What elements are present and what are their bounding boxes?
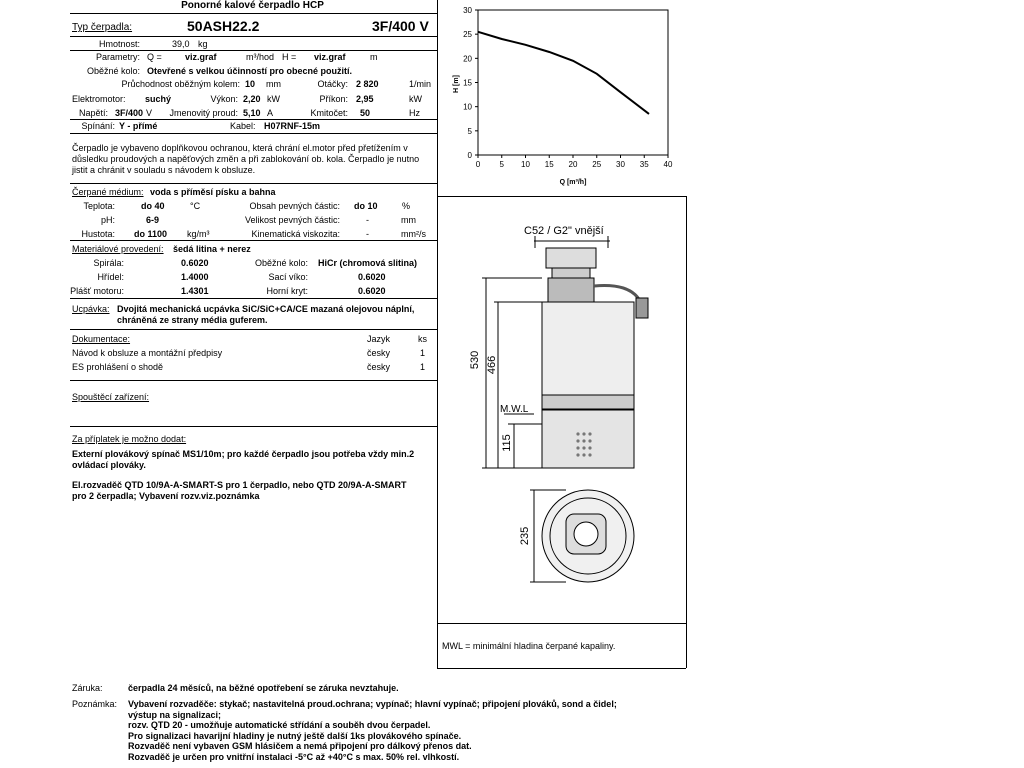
voltage-label: Napětí: <box>78 108 108 118</box>
weight-label: Hmotnost: <box>98 39 140 49</box>
y-axis-label: H [m] <box>453 75 460 93</box>
x-tick-label: 25 <box>592 160 602 169</box>
impeller-label: Oběžné kolo: <box>86 66 140 76</box>
rpm-value: 2 820 <box>356 79 379 89</box>
suction-label: Sací víko: <box>268 272 308 282</box>
shaft-value: 1.4000 <box>181 272 209 282</box>
pump-curve-chart <box>440 0 690 196</box>
protection-text: Čerpadlo je vybaveno doplňkovou ochranou, která chrání el.motor před přetížením v důsledku proudových a napěťových změn a při zablokování ob. kola. Čerpadlo je nutno jistit a chránit v souladu s návodem k obsluze. <box>72 143 420 175</box>
q-label: Q = <box>147 52 162 62</box>
input-unit: kW <box>409 94 422 104</box>
freq-unit: Hz <box>409 108 420 118</box>
suction-value: 0.6020 <box>358 272 386 282</box>
top-cover-label: Horní kryt: <box>266 286 308 296</box>
visc-value: - <box>366 229 369 239</box>
medium-value: voda s příměsí písku a bahna <box>150 187 276 197</box>
passage-unit: mm <box>266 79 281 89</box>
impeller-value: Otevřené s velkou účinností pro obecné použití. <box>147 66 353 76</box>
solids-unit: % <box>402 201 411 211</box>
docs-qty-header: ks <box>418 334 427 344</box>
y-tick-label: 5 <box>467 126 472 136</box>
doc-title: Ponorné kalové čerpadlo HCP <box>181 0 324 11</box>
temp-value: do 40 <box>141 201 165 211</box>
rpm-label: Otáčky: <box>317 79 348 89</box>
voltage-unit: V <box>146 108 153 118</box>
h-label: H = <box>282 52 297 62</box>
density-label: Hustota: <box>81 229 115 239</box>
freq-value: 50 <box>360 108 371 118</box>
extras-item-switchgear: El.rozvaděč QTD 10/9A-A-SMART-S pro 1 čerpadlo, nebo QTD 20/9A-A-SMART pro 2 čerpadla; Vybavení rozv.viz.poznámka <box>72 480 407 501</box>
mwl-note: MWL = minimální hladina čerpané kapaliny. <box>442 641 616 651</box>
cable-value: H07RNF-15m <box>264 121 321 131</box>
note-line: rozv. QTD 20 - umožňuje automatické střídání a souběh dvou čerpadel. <box>128 720 431 730</box>
note-lines <box>128 699 617 762</box>
y-tick-label: 15 <box>463 78 472 88</box>
pump-drawing <box>438 200 684 620</box>
x-tick-label: 15 <box>544 160 554 169</box>
density-unit: kg/m³ <box>187 229 210 239</box>
seal-value: Dvojitá mechanická ucpávka SiC/SiC+CA/CE mazaná olejovou náplní, chráněná ze strany média guferem. <box>117 304 415 325</box>
cable-label: Kabel: <box>230 121 256 131</box>
outlet-label: C52 / G2" vnější <box>524 225 604 237</box>
x-tick-label: 30 <box>616 160 625 169</box>
rpm-unit: 1/min <box>409 79 432 89</box>
solids-value: do 10 <box>354 201 378 211</box>
y-tick-label: 20 <box>463 54 472 64</box>
y-tick-label: 25 <box>463 30 472 40</box>
chart-frame <box>478 10 668 155</box>
current-unit: A <box>267 108 274 118</box>
note-line: výstup na signalizaci; <box>128 709 222 720</box>
passage-value: 10 <box>245 79 256 89</box>
switch-value: Y - přímé <box>119 121 158 131</box>
spiral-label: Spirála: <box>93 258 124 268</box>
impeller-material-value: HiCr (chromová slitina) <box>318 258 418 268</box>
pump-housing <box>542 410 634 468</box>
motor-value: suchý <box>145 94 172 104</box>
extras-item-float-switch: Externí plovákový spínač MS1/10m; pro každé čerpadlo jsou potřeba vždy min.2 ovládací plováky. <box>72 449 415 470</box>
q-value: viz.graf <box>185 52 217 62</box>
current-label: Jmenovitý proud: <box>169 108 238 118</box>
passage-label: Průchodnost oběžným kolem: <box>121 79 240 89</box>
input-value: 2,95 <box>356 94 374 104</box>
type-label: Typ čerpadla: <box>72 22 133 33</box>
dim-235: 235 <box>519 526 531 546</box>
note-line: Rozvaděč není vybaven GSM hlásičem a nemá připojení pro dálkový přenos dat. <box>128 741 472 751</box>
docs-lang-header: Jazyk <box>367 334 391 344</box>
dim-530: 530 <box>469 350 481 370</box>
casing-label: Plášť motoru: <box>70 286 124 296</box>
x-tick-label: 10 <box>521 160 530 169</box>
docs-row-qty: 1 <box>420 362 426 372</box>
phase-label: 3F/400 V <box>372 18 429 34</box>
density-value: do 1100 <box>134 229 168 239</box>
switch-label: Spínání: <box>81 121 115 131</box>
warranty-label: Záruka: <box>72 683 103 693</box>
visc-label: Kinematická viskozita: <box>251 229 340 239</box>
x-tick-label: 20 <box>568 160 578 169</box>
dim-115: 115 <box>501 434 513 452</box>
note-line: Vybavení rozvaděče: stykač; nastavitelná proud.ochrana; vypínač; hlavní vypínač; připojení plováků, sond a čidel; <box>128 699 617 709</box>
y-tick-label: 0 <box>467 151 472 160</box>
mwl-marker: M.W.L <box>500 404 529 415</box>
solids-label: Obsah pevných částic: <box>249 201 340 211</box>
medium-label: Čerpané médium: <box>72 187 144 197</box>
materials-label: Materiálové provedení: <box>72 244 164 254</box>
switchgear-label: Spouštěcí zařízení: <box>72 392 150 402</box>
docs-label: Dokumentace: <box>72 334 131 344</box>
spiral-value: 0.6020 <box>181 258 209 268</box>
power-value: 2,20 <box>243 94 261 104</box>
top-cover-value: 0.6020 <box>358 286 386 296</box>
model-name: 50ASH22.2 <box>187 18 260 34</box>
x-axis-label: Q [m³/h] <box>559 179 587 186</box>
docs-row-lang: česky <box>367 362 391 372</box>
size-unit: mm <box>401 215 416 225</box>
motor-label: Elektromotor: <box>72 94 126 104</box>
temp-label: Teplota: <box>83 201 115 211</box>
pump-top-cover <box>548 278 594 302</box>
y-tick-label: 10 <box>463 102 472 112</box>
seal-label: Ucpávka: <box>72 304 110 314</box>
casing-value: 1.4301 <box>181 286 209 296</box>
shaft-label: Hřídel: <box>97 272 124 282</box>
power-unit: kW <box>267 94 280 104</box>
h-value: viz.graf <box>314 52 346 62</box>
dim-466: 466 <box>486 355 498 375</box>
materials-value: šedá litina + nerez <box>173 244 251 254</box>
note-line: Rozvaděč je určen pro vnitřní instalaci -5°C až +40°C s max. 50% rel. vlhkostí. <box>128 751 460 762</box>
note-label: Poznámka: <box>72 699 118 709</box>
outlet-flange <box>546 248 596 268</box>
temp-unit: °C <box>190 201 201 211</box>
docs-row-name: ES prohlášení o shodě <box>72 362 164 372</box>
power-label: Výkon: <box>210 94 238 104</box>
x-tick-label: 0 <box>475 160 481 169</box>
h-unit: m <box>370 52 378 62</box>
docs-row-name: Návod k obsluze a montážní předpisy <box>72 348 223 358</box>
extras-label: Za příplatek je možno dodat: <box>72 434 187 444</box>
weight-value: 39,0 <box>172 39 190 49</box>
motor-casing <box>542 302 634 410</box>
x-tick-label: 40 <box>663 160 673 169</box>
size-value: - <box>366 215 369 225</box>
ph-value: 6-9 <box>146 215 160 225</box>
input-label: Příkon: <box>319 94 348 104</box>
current-value: 5,10 <box>243 108 261 118</box>
size-label: Velikost pevných částic: <box>244 215 340 225</box>
freq-label: Kmitočet: <box>310 108 348 118</box>
docs-row-qty: 1 <box>420 348 426 358</box>
weight-unit: kg <box>198 39 208 49</box>
note-line: Pro signalizaci havarijní hladiny je nutný ještě další 1ks plovákového spínače. <box>128 730 462 741</box>
voltage-value: 3F/400 <box>115 108 144 118</box>
warranty-value: čerpadla 24 měsíců, na běžné opotřebení se záruka nevztahuje. <box>128 683 399 693</box>
x-tick-label: 5 <box>499 160 504 169</box>
y-tick-label: 30 <box>463 6 472 15</box>
q-unit: m³/hod <box>246 52 275 62</box>
docs-row-lang: česky <box>367 348 391 358</box>
visc-unit: mm²/s <box>401 229 426 239</box>
ph-label: pH: <box>100 215 115 225</box>
params-label: Parametry: <box>95 52 140 62</box>
x-tick-label: 35 <box>639 160 649 169</box>
chart-series-line <box>478 32 649 114</box>
impeller-material-label: Oběžné kolo: <box>254 258 308 268</box>
